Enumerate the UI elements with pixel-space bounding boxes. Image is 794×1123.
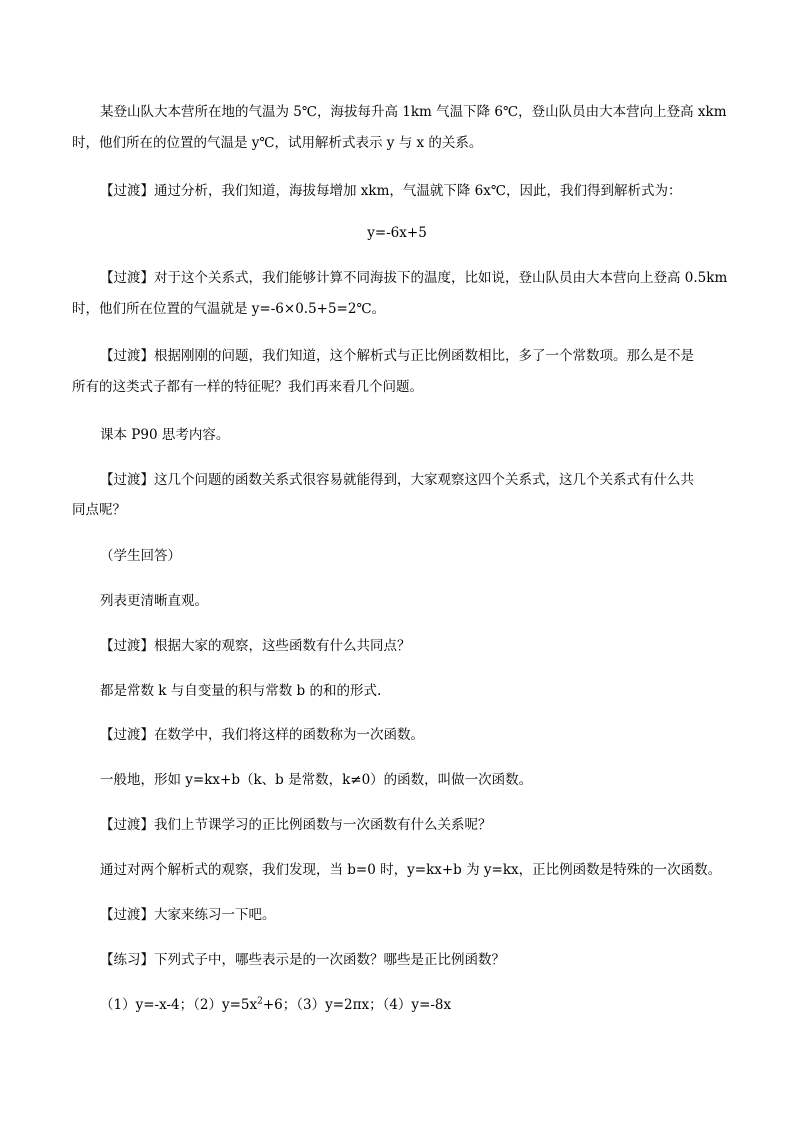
- paragraph-form: 都是常数 k 与自变量的积与常数 b 的和的形式.: [100, 683, 382, 699]
- options-part-a: （1）y=-x-4；（2）y=5x: [100, 997, 258, 1013]
- paragraph-transition-calc-line1: 【过渡】对于这个关系式，我们能够计算不同海拔下的温度，比如说，登山队员由大本营向上登高 0.5km: [100, 270, 728, 286]
- paragraph-transition-relation: 【过渡】我们上节课学习的正比例函数与一次函数有什么关系呢？: [100, 817, 492, 833]
- paragraph-problem-line2: 时，他们所在的位置的气温是 y℃，试用解析式表示 y 与 x 的关系。: [72, 135, 483, 151]
- paragraph-relation-answer: 通过对两个解析式的观察，我们发现，当 b=0 时，y=kx+b 为 y=kx，正比例函数是特殊的一次函数。: [100, 862, 722, 878]
- paragraph-transition-compare-line1: 【过渡】根据刚刚的问题，我们知道，这个解析式与正比例函数相比，多了一个常数项。那么是不是: [100, 348, 694, 364]
- paragraph-transition-observe-line2: 同点呢？: [72, 502, 126, 518]
- paragraph-transition-observe-line1: 【过渡】这几个问题的函数关系式很容易就能得到，大家观察这四个关系式，这几个关系式有什么共: [100, 472, 694, 488]
- paragraph-transition-common: 【过渡】根据大家的观察，这些函数有什么共同点？: [100, 638, 411, 654]
- paragraph-practice-question: 【练习】下列式子中，哪些表示是的一次函数？哪些是正比例函数？: [100, 952, 505, 968]
- options-part-b: +6；（3）y=2πx；（4）y=-8x: [262, 997, 452, 1013]
- paragraph-transition-analysis: 【过渡】通过分析，我们知道，海拔每增加 xkm，气温就下降 6x℃，因此，我们得到解析式为：: [100, 183, 682, 199]
- paragraph-problem-line1: 某登山队大本营所在地的气温为 5℃，海拔每升高 1km 气温下降 6℃，登山队员由大本营向上登高 xkm: [100, 104, 727, 120]
- paragraph-table: 列表更清晰直观。: [100, 593, 208, 609]
- paragraph-transition-compare-line2: 所有的这类式子都有一样的特征呢？我们再来看几个问题。: [72, 379, 423, 395]
- paragraph-definition: 一般地，形如 y=kx+b（k、b 是常数，k≠0）的函数，叫做一次函数。: [100, 772, 533, 788]
- exponent: 2: [257, 996, 263, 1007]
- paragraph-student-answer: （学生回答）: [100, 548, 181, 564]
- paragraph-textbook-ref: 课本 P90 思考内容。: [100, 427, 230, 443]
- paragraph-transition-define: 【过渡】在数学中，我们将这样的函数称为一次函数。: [100, 727, 424, 743]
- paragraph-transition-practice: 【过渡】大家来练习一下吧。: [100, 907, 276, 923]
- paragraph-practice-options: [100, 990, 750, 1020]
- formula-line: y=-6x+5: [367, 225, 427, 241]
- paragraph-transition-calc-line2: 时，他们所在位置的气温就是 y=-6×0.5+5=2℃。: [72, 301, 386, 317]
